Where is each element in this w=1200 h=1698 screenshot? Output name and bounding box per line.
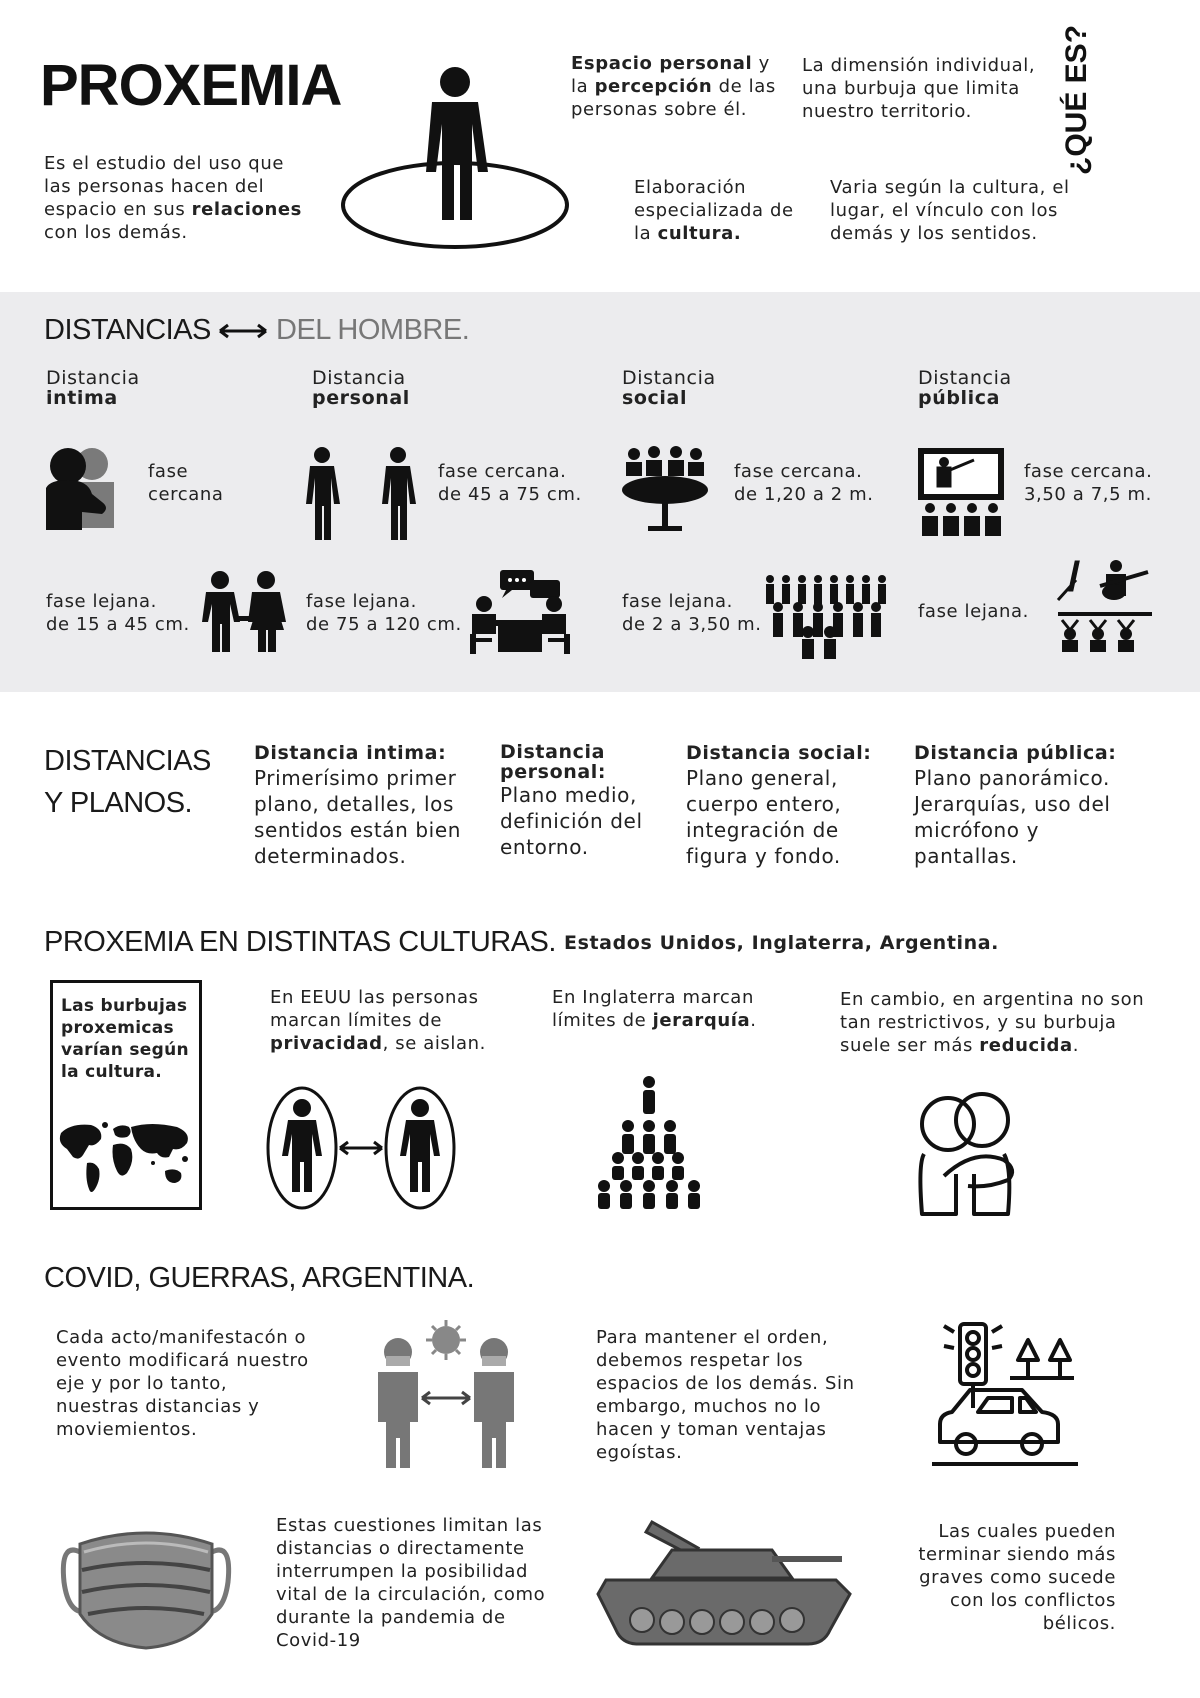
plano-intima: Distancia intima: Primerísimo primer plano, detalles, los sentidos están bien determinados. (254, 742, 461, 868)
face-mask-icon (60, 1522, 232, 1652)
espacio-personal-text: Espacio personal y la percepción de las personas sobre él. (571, 53, 776, 120)
definition-text: Es el estudio del uso que las personas hacen del espacio en sus relaciones con los demás. (44, 153, 302, 243)
double-arrow-icon (218, 323, 268, 339)
culturas-title: PROXEMIA EN DISTINTAS CULTURAS. (44, 926, 556, 958)
argentina-text: En cambio, en argentina no son tan restrictivos, y su burbuja suele ser más reducida. (840, 989, 1145, 1056)
inglaterra-text: En Inglaterra marcan límites de jerarquía. (552, 987, 757, 1031)
isolated-persons-icon (266, 1086, 456, 1210)
hug-outline-icon (914, 1090, 1030, 1218)
que-es-side-title: ¿QUÉ ES? (1060, 24, 1093, 175)
social-distancing-icon (372, 1318, 522, 1470)
dimension-text: La dimensión individual, una burbuja que limita nuestro territorio. (802, 55, 1036, 122)
page-title: PROXEMIA (40, 53, 342, 118)
plano-publica: Distancia pública: Plano panorámico. Jerarquías, uso del micrófono y pantallas. (914, 742, 1117, 868)
elaboracion-text: Elaboración especializada de la cultura. (634, 177, 794, 244)
distancia-intima-label: Distancia intima (46, 367, 140, 409)
personal-lejana-text: fase lejana. de 75 a 120 cm. (306, 591, 462, 635)
culturas-box (50, 980, 202, 1210)
distancia-publica-label: Distancia pública (918, 367, 1012, 409)
person-on-ellipse-icon (340, 60, 570, 250)
social-lejana-text: fase lejana. de 2 a 3,50 m. (622, 591, 762, 635)
intima-lejana-text: fase lejana. de 15 a 45 cm. (46, 591, 190, 635)
publica-cercana-text: fase cercana. 3,50 a 7,5 m. (1024, 461, 1153, 505)
covid-paragraph-4: Las cuales pueden terminar siendo más graves como sucede con los conflictos bélicos. (918, 1521, 1116, 1634)
crowd-icon (764, 574, 890, 660)
varia-text: Varia según la cultura, el lugar, el vínculo con los demás y los sentidos. (830, 177, 1070, 244)
covid-paragraph-2: Para mantener el orden, debemos respetar los espacios de los demás. Sin embargo, muchos no lo hacen y toman ventajas egoístas. (596, 1327, 855, 1463)
couple-holding-hands-icon (202, 570, 286, 654)
covid-title: COVID, GUERRAS, ARGENTINA. (44, 1262, 475, 1294)
social-cercana-text: fase cercana. de 1,20 a 2 m. (734, 461, 874, 505)
distancia-social-label: Distancia social (622, 367, 716, 409)
culturas-countries: Estados Unidos, Inglaterra, Argentina. (564, 932, 999, 954)
tank-icon (602, 1520, 852, 1648)
plano-personal: Distancia personal: Plano medio, definición del entorno. (500, 741, 643, 859)
hierarchy-pyramid-icon (594, 1076, 704, 1210)
hug-icon (44, 444, 120, 530)
personal-cercana-text: fase cercana. de 45 a 75 cm. (438, 461, 582, 505)
concert-stage-icon (1056, 560, 1152, 656)
eeuu-text: En EEUU las personas marcan límites de privacidad, se aislan. (270, 987, 486, 1054)
world-map-icon (57, 1119, 199, 1199)
conversation-table-icon (468, 568, 572, 656)
meeting-table-icon (620, 446, 710, 538)
two-persons-icon (302, 446, 422, 542)
traffic-light-car-icon (930, 1316, 1080, 1468)
distancia-personal-label: Distancia personal (312, 367, 410, 409)
covid-paragraph-1: Cada acto/manifestacón o evento modificará nuestro eje y por lo tanto, nuestras distancias y moviemientos. (56, 1327, 309, 1440)
covid-paragraph-3: Estas cuestiones limitan las distancias o directamente interrumpen la posibilidad vital de la circulación, como durante la pandemia de Covid-19 (276, 1515, 546, 1651)
distancias-title: DISTANCIAS DEL HOMBRE. (44, 314, 470, 346)
publica-lejana-text: fase lejana. (918, 601, 1030, 622)
planos-title: DISTANCIAS Y PLANOS. (44, 745, 211, 819)
plano-social: Distancia social: Plano general, cuerpo entero, integración de figura y fondo. (686, 742, 872, 868)
intima-cercana-text: fase cercana (148, 461, 224, 505)
presentation-audience-icon (916, 446, 1006, 538)
culturas-box-text: Las burbujas proxemicas varían según la cultura. (61, 996, 189, 1082)
